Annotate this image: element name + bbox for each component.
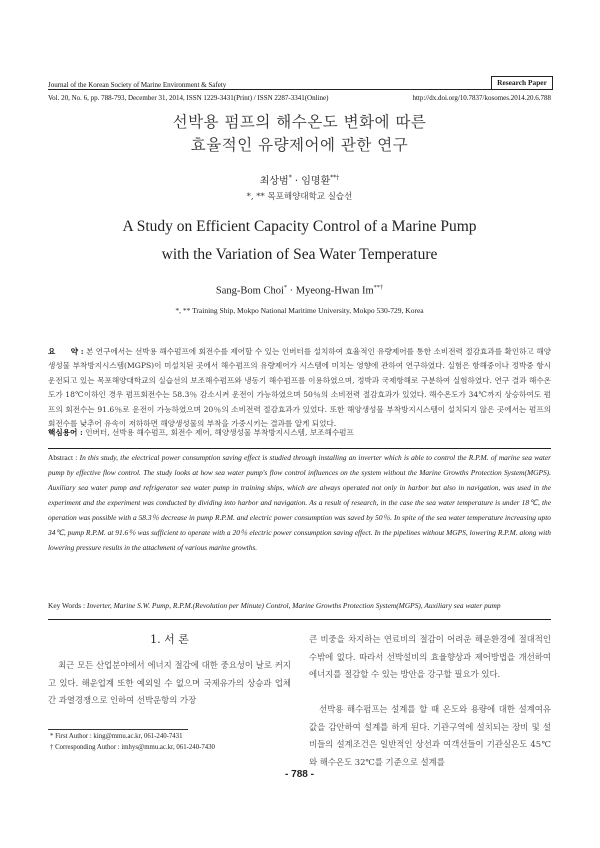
doi-link[interactable]: http://dx.doi.org/10.7837/kosomes.2014.20.6.788 [412, 94, 551, 102]
english-author-2: Myeong-Hwan Im [295, 285, 374, 297]
section-right-column-p2: 선박용 해수펌프는 설계를 할 때 온도와 용량에 대한 설계여유 값을 감안하여 설계를 하게 된다. 기관구역에 설치되는 장비 및 설비들의 설계조건은 일반적인 상선과 여객선들이 기관실온도 45℃와 해수온도 32℃를 기준으로 설계를 [309, 704, 551, 767]
footnote-rule [48, 729, 188, 730]
english-title-line2: with the Variation of Sea Water Temperature [161, 246, 438, 263]
korean-author-1-mark: * [288, 174, 292, 182]
english-author-1-mark: * [283, 284, 288, 291]
english-abstract [48, 450, 551, 555]
journal-name: Journal of the Korean Society of Marine Environment & Safety [48, 81, 227, 89]
english-author-2-mark: **† [373, 284, 384, 291]
section-left-column: 최근 모든 산업분야에서 에너지 절감에 대한 중요성이 날로 커지고 있다. 해운업계 또한 예외일 수 없으며 국제유가의 상승과 업체 간 과열경쟁으로 인하여 선박운항의 가장 [48, 660, 291, 706]
header-rule [48, 89, 551, 90]
english-author-1: Sang-Bom Choi [215, 285, 284, 297]
korean-author-2-mark: **† [330, 174, 340, 182]
keywords-divider [48, 619, 551, 620]
abstract-divider [48, 448, 551, 449]
footnote-corresponding-author: † Corresponding Author : imhys@mmu.ac.kr, 061-240-7430 [50, 744, 215, 751]
korean-authors [48, 172, 551, 187]
english-keywords-text: Inverter, Marine S.W. Pump, R.P.M.(Revolution per Minute) Control, Marine Growths Protection System(MGPS), Auxiliary sea water pump [86, 601, 501, 610]
english-abstract-text: In this study, the electrical power consumption saving effect is studied through installing an inverter which is able to control the R.P.M. of marine sea water pump by effective flow control. The study looks at how sea water pump's flow control influences on the system without the Marine Growths Protection System(MGPS). Auxiliary sea water pump and refrigerator sea water pump in training ships, which are always operated not only in harbor but also in navigation, was used in the experiment and the experiment was conducted by dividing into harbor and navigation. As a result of research, in the case the sea water temperature is under 18℃, the operation was possible with a 58.3％ decrease in pump R.P.M. and electric power consumption was saved by 50％. In spite of the sea water temperature increasing upto 34℃, pump R.P.M. at 91.6％ was sufficient to operate with a 20％ electric power consumption saving effect. In the pipelines without MGPS, lowering R.P.M. along with lowering pressure results in the attachment of various marine growths. [48, 453, 551, 552]
korean-abstract [48, 345, 551, 431]
korean-keywords [48, 426, 551, 440]
section-right-column-p1: 큰 비중을 차지하는 연료비의 절감이 어려운 해운환경에 절대적인 수밖에 없다. 따라서 선박설비의 효율향상과 제어방법을 개선하여 에너지를 절감할 수 있는 방안을 강구할 필요가 있다. [309, 634, 551, 680]
article-type-badge: Research Paper [491, 76, 553, 90]
korean-author-1: 최상범 [259, 176, 289, 187]
english-abstract-label: Abstract : [48, 453, 80, 462]
korean-author-2: 임명환 [301, 176, 331, 187]
korean-title-line2: 효율적인 유량제어에 관한 연구 [190, 136, 409, 154]
page-number: - 788 - [285, 769, 314, 780]
english-affiliation: *, ** Training Ship, Mokpo National Maritime University, Mokpo 530-729, Korea [175, 306, 424, 315]
citation-line: Vol. 20, No. 6, pp. 788-793, December 31, 2014, ISSN 1229-3431(Print) / ISSN 2287-3341(Online) [48, 94, 329, 102]
english-author-separator: · [287, 285, 296, 297]
korean-keywords-text: 인버터, 선박용 해수펌프, 회전수 제어, 해양생성물 부착방지시스템, 보조해수펌프 [82, 428, 354, 437]
english-authors [48, 284, 551, 297]
korean-title-line1: 선박용 펌프의 해수온도 변화에 따른 [172, 113, 427, 131]
english-keywords [48, 601, 568, 610]
footnote-first-author: * First Author : king@mmu.ac.kr, 061-240-7431 [50, 733, 183, 740]
section-heading: 1. 서 론 [150, 633, 189, 646]
korean-abstract-label: 요 약 : [48, 347, 84, 356]
korean-affiliation: *, ** 목포해양대학교 실습선 [246, 192, 353, 202]
english-keywords-label: Key Words : [48, 601, 87, 610]
english-title-line1: A Study on Efficient Capacity Control of a Marine Pump [122, 218, 477, 235]
korean-keywords-label: 핵심용어 : [48, 428, 83, 437]
korean-abstract-text: 본 연구에서는 선박용 해수펌프에 회전수를 제어할 수 있는 인버터를 설치하여 효율적인 유량제어를 통한 소비전력 절감효과를 확인하고 해양생성물 부착방지시스템(MGPS)이 미설치된 곳에서 해수펌프의 유량제어가 시스템에 미치는 영향에 관하여 연구하였다. 실험은 항해중이나 정박중 항시 운전되고 있는 목포해양대학교의 실습선의 보조해수펌프와 냉동기 해수펌프를 이용하였으며, 정박과 국제항해로 구분하여 실험하였다. 연구 결과 해수온도가 18℃이하인 경우 펌프회전수는 58.3％ 감소시켜 운전이 가능하였으며 50％의 소비전력 절감효과가 있었다. 해수온도가 34℃까지 상승하여도 펌프의 회전수는 91.6％로 운전이 가능하였으며 20％의 소비전력 절감효과가 있었다. 또한 해양생성물 부착방지시스템이 설치되지 않은 곳에서는 펌프의 회전수를 낮추어 유속이 저하하면 해양생성물의 부착을 가중시키는 결과를 알게 되었다. [48, 347, 551, 429]
korean-author-separator: · [291, 176, 302, 187]
